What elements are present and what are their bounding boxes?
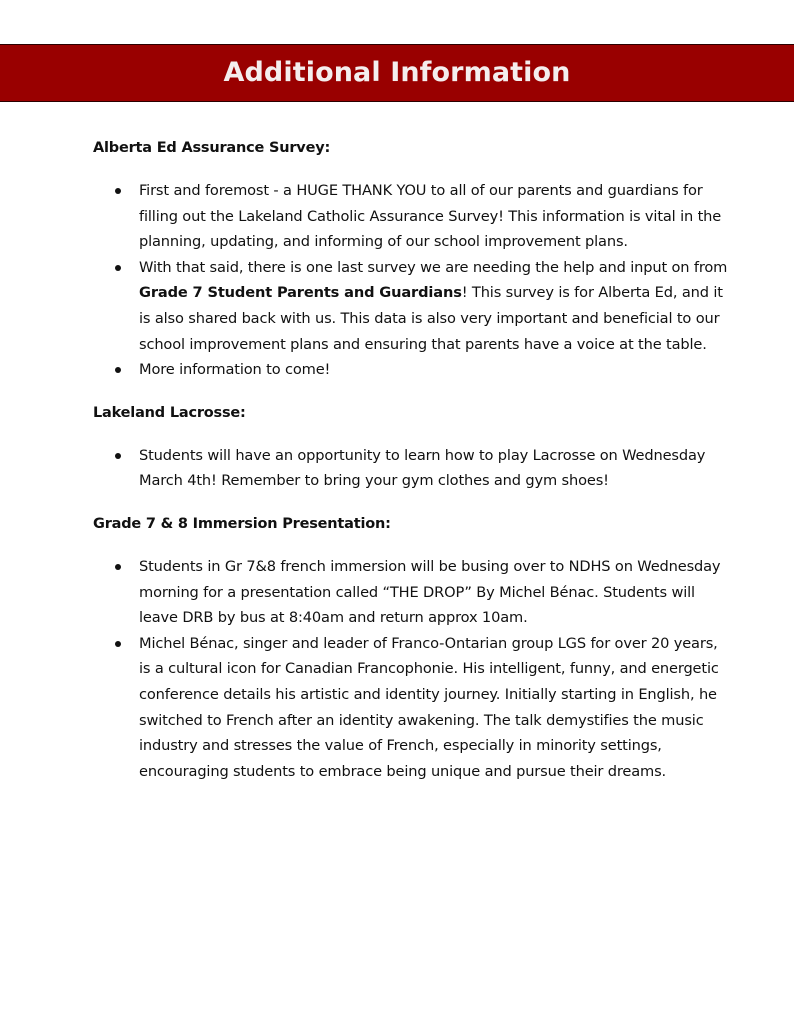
bullet-icon: [115, 564, 121, 570]
bullet-icon: [115, 453, 121, 459]
list-item-text: Students in Gr 7&8 french immersion will be busing over to NDHS on Wednesday morning for a presentation called “THE DROP” By Michel Bénac. Students will leave DRB by bus at 8:40am and return approx 10am.: [139, 557, 721, 627]
bullet-icon: [115, 188, 121, 194]
section-heading: Lakeland Lacrosse:: [93, 404, 246, 421]
list-item: [93, 631, 733, 785]
bullet-icon: [115, 367, 121, 373]
list-item-text: First and foremost - a HUGE THANK YOU to all of our parents and guardians for filling out the Lakeland Catholic Assurance Survey! This information is vital in the planning, updating, and informing of our school improvement plans.: [139, 182, 722, 251]
list-item-text-pre: With that said, there is one last survey we are needing the help and input on from: [139, 258, 728, 276]
list-item: [93, 554, 733, 631]
bullet-list: [93, 554, 733, 784]
bullet-icon: [115, 641, 121, 647]
header-banner: [0, 44, 794, 102]
list-item-text-bold: Grade 7 Student Parents and Guardians: [139, 284, 462, 302]
section-lakeland-lacrosse: [93, 403, 733, 494]
bullet-list: [93, 443, 733, 494]
list-item: [93, 443, 733, 494]
page-title: Additional Information: [223, 56, 571, 88]
list-item: [93, 255, 733, 357]
list-item-text-post: ! This survey is for Alberta Ed, and it is also shared back with us. This data is also very important and beneficial to our school improvement plans and ensuring that parents have a voice at the table.: [139, 284, 723, 353]
newsletter-content: [93, 138, 733, 784]
list-item: [93, 357, 733, 383]
section-heading: Grade 7 & 8 Immersion Presentation:: [93, 515, 391, 532]
bullet-icon: [115, 265, 121, 271]
section-heading: Alberta Ed Assurance Survey:: [93, 140, 331, 156]
list-item: [93, 178, 733, 255]
list-item-text: Michel Bénac, singer and leader of Franco-Ontarian group LGS for over 20 years, is a cultural icon for Canadian Francophonie. His intelligent, funny, and energetic conference details his artistic and identity journey. Initially starting in English, he switched to French after an identity awakening. The talk demystifies the music industry and stresses the value of French, especially in minority settings, encouraging students to embrace being unique and pursue their dreams.: [139, 634, 719, 780]
section-alberta-ed-survey: [93, 138, 733, 383]
section-immersion-presentation: [93, 514, 733, 784]
bullet-list: [93, 178, 733, 383]
list-item-text: Students will have an opportunity to learn how to play Lacrosse on Wednesday March 4th! Remember to bring your gym clothes and gym shoes!: [139, 446, 706, 490]
list-item-text: More information to come!: [139, 361, 331, 379]
